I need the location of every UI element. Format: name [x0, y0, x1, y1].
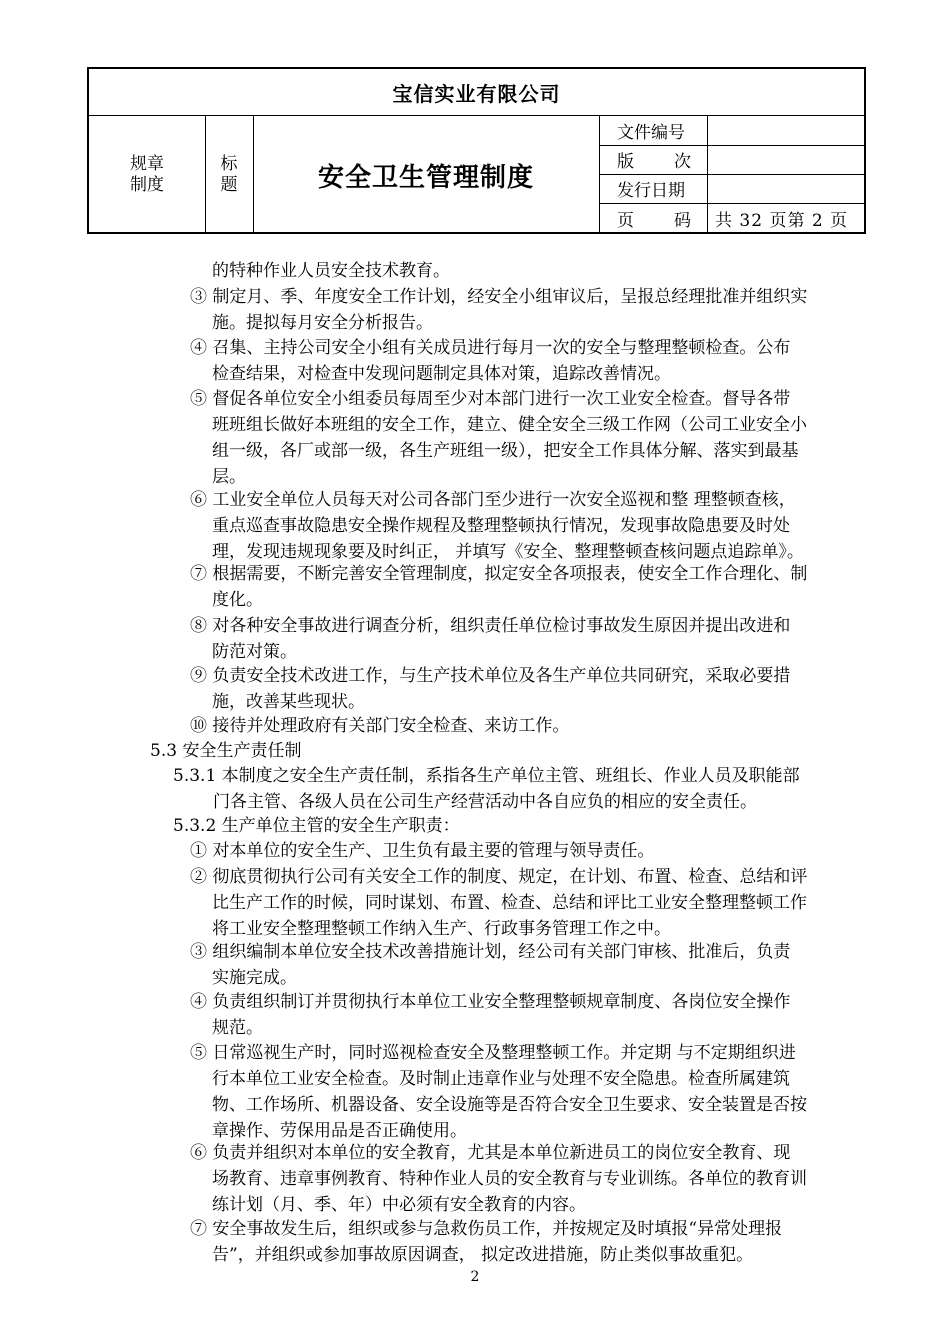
category-label: 规章 制度 [130, 154, 164, 195]
paragraph: ⑥ 负责并组织对本单位的安全教育，尤其是本单位新进员工的岗位安全教育、现 场教育、违章事例教育、特种作业人员的安全教育与专业训练。各单位的教育训 练计划（月、季、年）中必须有安全教育的内容。 [190, 1143, 807, 1215]
document-title: 安全卫生管理制度 [317, 162, 534, 193]
company-name: 宝信实业有限公司 [89, 69, 864, 116]
paragraph: ③ 组织编制本单位安全技术改善措施计划，经公司有关部门审核、批准后，负责 实施完成。 [190, 942, 791, 988]
paragraph: ⑥ 工业安全单位人员每天对公司各部门至少进行一次安全巡视和整 理整顿查核， 重点巡查事故隐患安全操作规程及整理整顿执行情况，发现事故隐患要及时处 理，发现违规现象要及时纠正， 并填写《安全、整理整顿查核问题点追踪单》。 [190, 490, 804, 562]
version-value [707, 145, 864, 174]
paragraph: ⑤ 督促各单位安全小组委员每周至少对本部门进行一次工业安全检查。督导各带 班班组长做好本班组的安全工作，建立、健全安全三级工作网（公司工业安全小 组一级，各厂或部一级，各生产班组一级），把安全工作具体分解、落实到最基 层。 [190, 389, 807, 487]
paragraph: 的特种作业人员安全技术教育。 [212, 261, 450, 281]
subsection-heading: 5.3.2 生产单位主管的安全生产职责： [173, 816, 460, 836]
paragraph: 5.3.1 本制度之安全生产责任制，系指各生产单位主管、班组长、作业人员及职能部 门各主管、各级人员在公司生产经营活动中各自应负的相应的安全责任。 [173, 766, 800, 812]
paragraph: ④ 召集、主持公司安全小组有关成员进行每月一次的安全与整理整顿检查。公布 检查结果，对检查中发现问题制定具体对策，追踪改善情况。 [190, 338, 791, 384]
paragraph: ⑤ 日常巡视生产时，同时巡视检查安全及整理整顿工作。并定期 与不定期组织进 行本单位工业安全检查。及时制止违章作业与处理不安全隐患。检查所属建筑 物、工作场所、机器设备、安全设施等是否符合安全卫生要求、安全装置是否按 章操作、劳保用品是否正确使用。 [190, 1043, 807, 1141]
paragraph: ⑦ 安全事故发生后，组织或参与急救伤员工作，并按规定及时填报“异常处理报 告”，并组织或参加事故原因调查， 拟定改进措施，防止类似事故重犯。 [190, 1219, 783, 1265]
page-code-label: 页 码 [617, 211, 691, 231]
paragraph: ③ 制定月、季、年度安全工作计划，经安全小组审议后，呈报总经理批准并组织实 施。提拟每月安全分析报告。 [190, 287, 808, 333]
issue-date-label: 发行日期 [617, 181, 685, 201]
title-label: 标 题 [220, 154, 238, 195]
doc-number-value [707, 116, 864, 145]
paragraph: ⑩ 接待并处理政府有关部门安全检查、来访工作。 [190, 716, 570, 736]
page-number: 2 [470, 1269, 480, 1285]
version-label: 版 次 [617, 152, 691, 172]
paragraph: ⑧ 对各种安全事故进行调查分析，组织责任单位检讨事故发生原因并提出改进和 防范对策。 [190, 616, 791, 662]
paragraph: ① 对本单位的安全生产、卫生负有最主要的管理与领导责任。 [190, 841, 655, 861]
section-heading: 5.3 安全生产责任制 [150, 741, 302, 761]
document-header [87, 67, 866, 234]
paragraph: ② 彻底贯彻执行公司有关安全工作的制度、规定，在计划、布置、检查、总结和评 比生产工作的时候，同时谋划、布置、检查、总结和评比工业安全整理整顿工作 将工业安全整理整顿工作纳入生产、行政事务管理工作之中。 [190, 867, 808, 939]
paragraph: ④ 负责组织制订并贯彻执行本单位工业安全整理整顿规章制度、各岗位安全操作 规范。 [190, 992, 791, 1038]
issue-date-value [707, 174, 864, 203]
paragraph: ⑦ 根据需要，不断完善安全管理制度，拟定安全各项报表，使安全工作合理化、制 度化。 [190, 564, 808, 610]
doc-number-label: 文件编号 [617, 123, 685, 143]
page-code-value: 共 32 页第 2 页 [715, 211, 849, 231]
paragraph: ⑨ 负责安全技术改进工作，与生产技术单位及各生产单位共同研究，采取必要措 施，改善某些现状。 [190, 666, 791, 712]
